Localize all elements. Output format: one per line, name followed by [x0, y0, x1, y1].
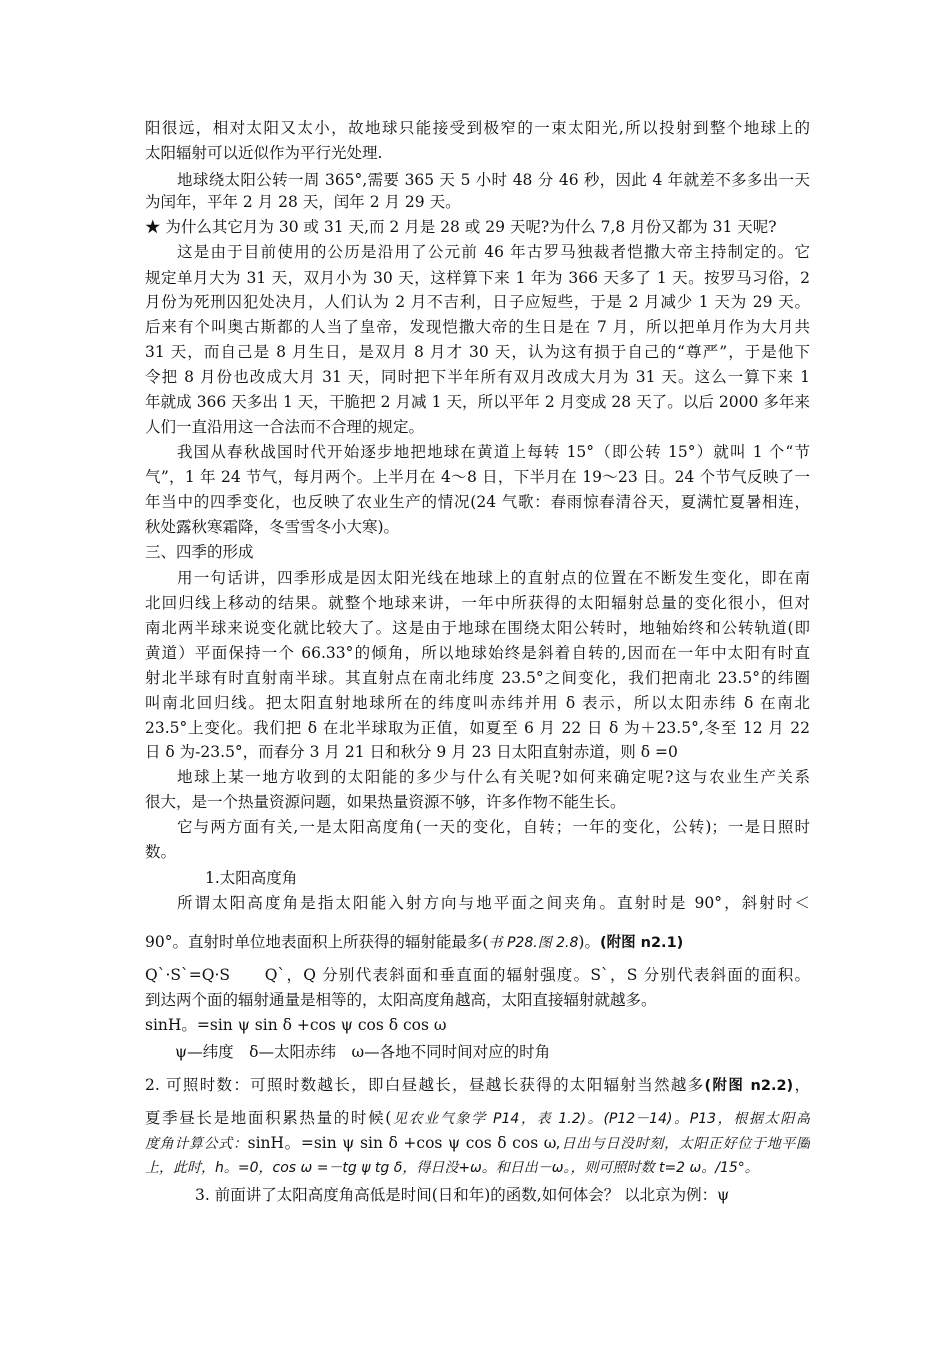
text-line	[145, 1074, 810, 1096]
text-line: 月份为死刑囚犯处决月，人们认为 2 月不吉利，日子应短些，于是 2 月减少 1 天为 29 天。	[145, 293, 810, 311]
text-line	[145, 931, 810, 953]
text-line: 北回归线上移动的结果。就整个地球来讲，一年中所获得的太阳辐射总量的变化很小，但对	[145, 594, 810, 612]
text-line: 地球绕太阳公转一周 365°,需要 365 天 5 小时 48 分 46 秒，因此 4 年就差不多多出一天	[177, 171, 810, 189]
text-line: 数。	[145, 843, 177, 861]
text-line	[145, 1107, 810, 1129]
text-line: 很大，是一个热量资源问题，如果热量资源不够，许多作物不能生长。	[145, 793, 626, 811]
formula-segment: sinH。=sin ψ sin δ +cos ψ cos δ cos ω	[247, 1134, 557, 1152]
text-line: 后来有个叫奥古斯都的人当了皇帝，发现恺撒大帝的生日是在 7 月，所以把单月作为大月共	[145, 318, 810, 336]
text-segment: 90°。直射时单位地表面积上所获得的辐射能最多(	[145, 933, 489, 951]
text-line: 年当中的四季变化，也反映了农业生产的情况(24 气歌：春雨惊春清谷天，夏满忙夏暑相连，	[145, 493, 810, 511]
text-line: 规定单月大为 31 天，双月小为 30 天，这样算下来 1 年为 366 天多了 1 天。按罗马习俗，2	[145, 269, 810, 287]
text-line: 黄道）平面保持一个 66.33°的倾角，所以地球始终是斜着自转的,因而在一年中太阳有时直	[145, 644, 810, 662]
text-line: 3. 前面讲了太阳高度角高低是时间(日和年)的函数,如何体会？ 以北京为例：ψ	[195, 1186, 730, 1204]
handwritten-note: 上，此时，h。=0，cos ω =－tg ψ tg δ，得日没+ω。和日出－ω。，则可照时数 t=2 ω。/15°。	[145, 1160, 759, 1176]
question-line: ★ 为什么其它月为 30 或 31 天,而 2 月是 28 或 29 天呢?为什么 7,8 月份又都为 31 天呢?	[145, 218, 777, 236]
text-line: 南北两半球来说变化就比较大了。这是由于地球在围绕太阳公转时，地轴始终和公转轨道(即	[145, 619, 810, 637]
text-line: 为闰年，平年 2 月 28 天，闰年 2 月 29 天。	[145, 193, 461, 211]
text-line: 气”，1 年 24 节气，每月两个。上半月在 4～8 日，下半月在 19～23 日。24 个节气反映了一	[145, 468, 810, 486]
text-segment: )。	[578, 933, 600, 951]
text-line: 年就成 366 天多出 1 天，干脆把 2 月减 1 天，所以平年 2 月变成 28 天了。以后 2000 多年来	[145, 393, 810, 411]
figure-reference: (附图 n2.1)	[599, 935, 684, 951]
text-line: 日 δ 为-23.5°，而春分 3 月 21 日和秋分 9 月 23 日太阳直射赤道，则 δ =0	[145, 743, 678, 761]
formula-line: Q`·S`=Q·S Q`，Q 分别代表斜面和垂直面的辐射强度。S`，S 分别代表斜面的面积。	[145, 966, 810, 984]
text-line: 我国从春秋战国时代开始逐步地把地球在黄道上每转 15°（即公转 15°）就叫 1 个“节	[177, 443, 810, 461]
text-line	[145, 1132, 810, 1154]
text-line: 23.5°上变化。我们把 δ 在北半球取为正值，如夏至 6 月 22 日 δ 为＋23.5°,冬至 12 月 22	[145, 719, 810, 737]
text-line: 太阳辐射可以近似作为平行光处理.	[145, 144, 383, 162]
handwritten-note: ,日出与日没时刻，太阳正好位于地平圈	[556, 1136, 810, 1152]
text-line: 射北半球有时直射南半球。其直射点在南北纬度 23.5°之间变化，我们把南北 23.5°的纬圈	[145, 669, 810, 687]
text-line: 所谓太阳高度角是指太阳能入射方向与地平面之间夹角。直射时是 90°，斜射时＜	[177, 894, 810, 912]
text-line: 令把 8 月份也改成大月 31 天，同时把下半年所有双月改成大月为 31 天。这么一算下来 1	[145, 368, 810, 386]
text-line: 地球上某一地方收到的太阳能的多少与什么有关呢?如何来确定呢?这与农业生产关系	[177, 768, 810, 786]
formula-line: sinH。=sin ψ sin δ +cos ψ cos δ cos ω	[145, 1016, 447, 1034]
figure-reference: (附图 n2.2)	[704, 1078, 794, 1094]
section-heading: 三、四季的形成	[145, 543, 254, 561]
symbol-legend: ψ—纬度 δ—太阳赤纬 ω—各地不同时间对应的时角	[175, 1043, 551, 1061]
text-line: 叫南北回归线。把太阳直射地球所在的纬度叫赤纬并用 δ 表示，所以太阳赤纬 δ 在南北	[145, 694, 810, 712]
textbook-reference: 书 P28.图 2.8	[488, 935, 579, 951]
text-line: 到达两个面的辐射通量是相等的，太阳高度角越高，太阳直接辐射就越多。	[145, 991, 657, 1009]
text-line: 这是由于目前使用的公历是沿用了公元前 46 年古罗马独裁者恺撒大帝主持制定的。它	[177, 243, 810, 261]
subsection-heading: 1.太阳高度角	[205, 869, 298, 887]
text-line: 秋处露秋寒霜降，冬雪雪冬小大寒)。	[145, 518, 400, 536]
text-segment: 2. 可照时数：可照时数越长，即白昼越长，昼越长获得的太阳辐射当然越多	[145, 1076, 705, 1094]
text-line: 人们一直沿用这一合法而不合理的规定。	[145, 418, 425, 436]
text-line: 它与两方面有关,一是太阳高度角(一天的变化，自转；一年的变化，公转)；一是日照时	[177, 818, 810, 836]
text-line: 阳很远，相对太阳又太小，故地球只能接受到极窄的一束太阳光,所以投射到整个地球上的	[145, 119, 810, 137]
text-segment: ，	[793, 1076, 810, 1094]
text-segment: 夏季昼长是地面积累热量的时候(	[145, 1109, 392, 1127]
handwritten-note: 度角计算公式：	[145, 1136, 248, 1152]
text-line: 31 天，而自己是 8 月生日，是双月 8 月才 30 天，认为这有损于自己的“尊严”，于是他下	[145, 343, 810, 361]
handwritten-note: 见农业气象学 P14，表 1.2)。(P12－14)。P13，根据太阳高	[391, 1111, 810, 1127]
text-line: 用一句话讲，四季形成是因太阳光线在地球上的直射点的位置在不断发生变化，即在南	[177, 569, 810, 587]
